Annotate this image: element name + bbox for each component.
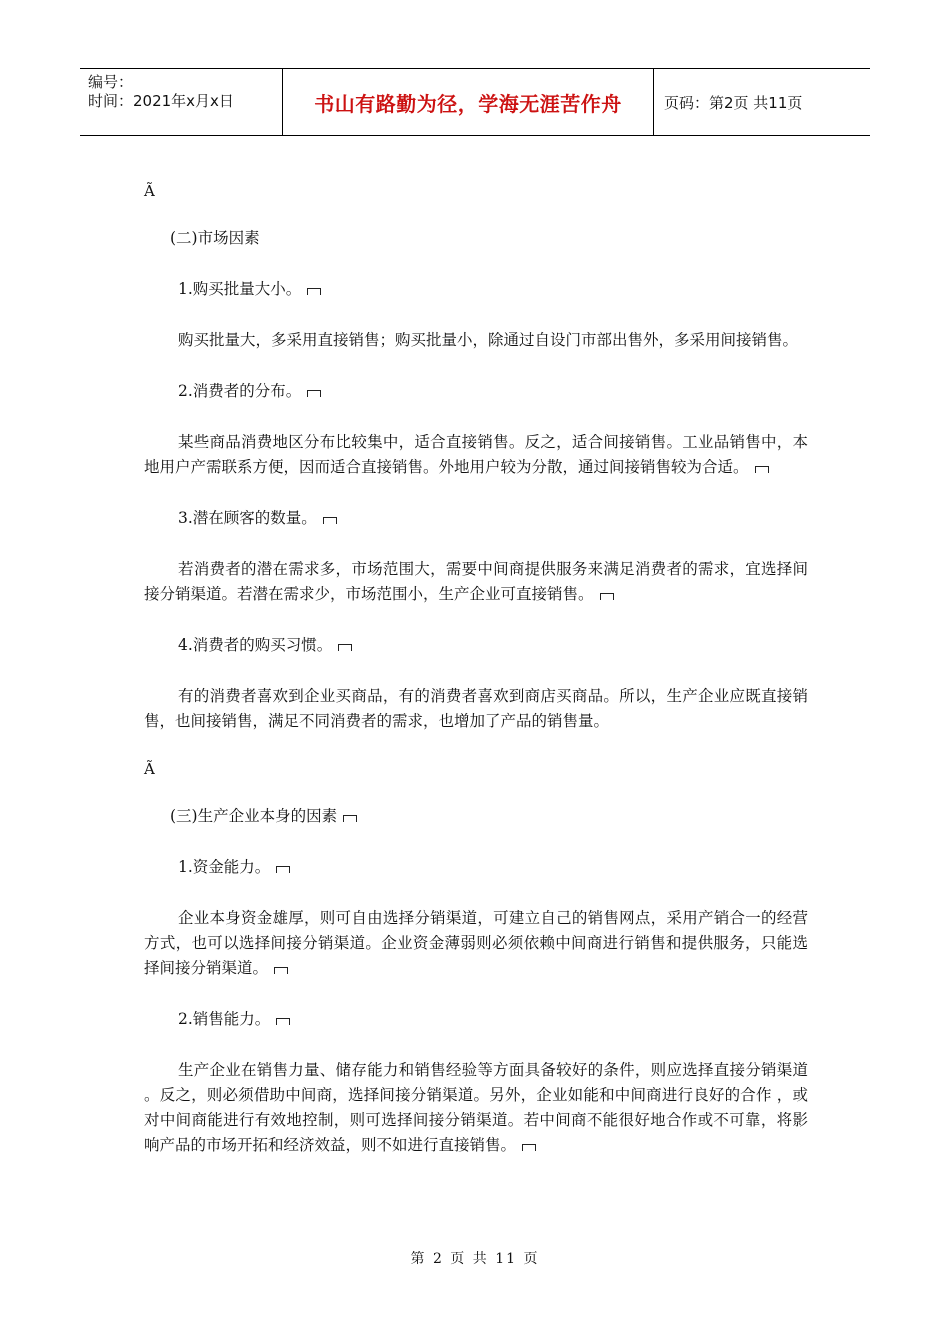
doc-time-label: 时间：2021年x月x日: [88, 92, 234, 110]
paragraph-mark-icon: [323, 517, 337, 524]
page-footer: 第 2 页 共 11 页: [410, 1251, 540, 1267]
section-title: (二)市场因素: [170, 229, 260, 247]
paragraph-mark-icon: [338, 644, 352, 651]
item-body: 生产企业在销售力量、储存能力和销售经验等方面具备较好的条件，则应选择直接分销渠道 。反之，则必须借助中间商，选择间接分销渠道。另外，企业如能和中间商进行良好的合作 ，或对中间商能进行有效地控制，则可选择间接分销渠道。若中间商不能很好地合作或不可靠，将影响产品的市场开拓和经济效益，则不如进行直接销售。: [144, 1061, 808, 1154]
item-title: 3.潜在顾客的数量。: [144, 506, 808, 531]
item-title: 1.购买批量大小。: [144, 277, 808, 302]
header-motto: 书山有路勤为径，学海无涯苦作舟: [282, 69, 654, 135]
item-title: 1.资金能力。: [144, 855, 808, 880]
paragraph-mark-icon: [274, 967, 288, 974]
item-body: 有的消费者喜欢到企业买商品，有的消费者喜欢到商店买商品。所以，生产企业应既直接销售，也间接销售，满足不同消费者的需求，也增加了产品的销售量。: [144, 687, 808, 730]
paragraph-mark-icon: [343, 815, 357, 822]
section-mark: Ã: [144, 182, 155, 200]
item-title: 2.消费者的分布。: [144, 379, 808, 404]
paragraph-mark-icon: [307, 390, 321, 397]
section-title: (三)生产企业本身的因素: [144, 804, 808, 829]
paragraph-mark-icon: [307, 288, 321, 295]
item-title: 2.销售能力。: [144, 1007, 808, 1032]
doc-number-label: 编号：: [88, 73, 134, 91]
paragraph-mark-icon: [522, 1144, 536, 1151]
paragraph-mark-icon: [755, 466, 769, 473]
page-header: [80, 68, 870, 136]
header-page-info: 页码：第2页 共11页: [664, 93, 803, 112]
paragraph-mark-icon: [600, 593, 614, 600]
header-meta: [80, 69, 282, 135]
document-body: [144, 182, 808, 1158]
section-mark: Ã: [144, 760, 155, 778]
item-body: 购买批量大，多采用直接销售；购买批量小，除通过自设门市部出售外，多采用间接销售。: [178, 331, 799, 349]
paragraph-mark-icon: [276, 866, 290, 873]
item-body: 某些商品消费地区分布比较集中，适合直接销售。反之，适合间接销售。工业品销售中，本 地用户产需联系方便，因而适合直接销售。外地用户较为分散，通过间接销售较为合适。: [144, 433, 808, 476]
item-title: 4.消费者的购买习惯。: [144, 633, 808, 658]
item-body: 企业本身资金雄厚，则可自由选择分销渠道，可建立自己的销售网点，采用产销合一的经营方式，也可以选择间接分销渠道。企业资金薄弱则必须依赖中间商进行销售和提供服务，只能选择间接分销渠道。: [144, 909, 808, 977]
paragraph-mark-icon: [276, 1018, 290, 1025]
item-body: 若消费者的潜在需求多，市场范围大，需要中间商提供服务来满足消费者的需求，宜选择间接分销渠道。若潜在需求少，市场范围小，生产企业可直接销售。: [144, 560, 808, 603]
